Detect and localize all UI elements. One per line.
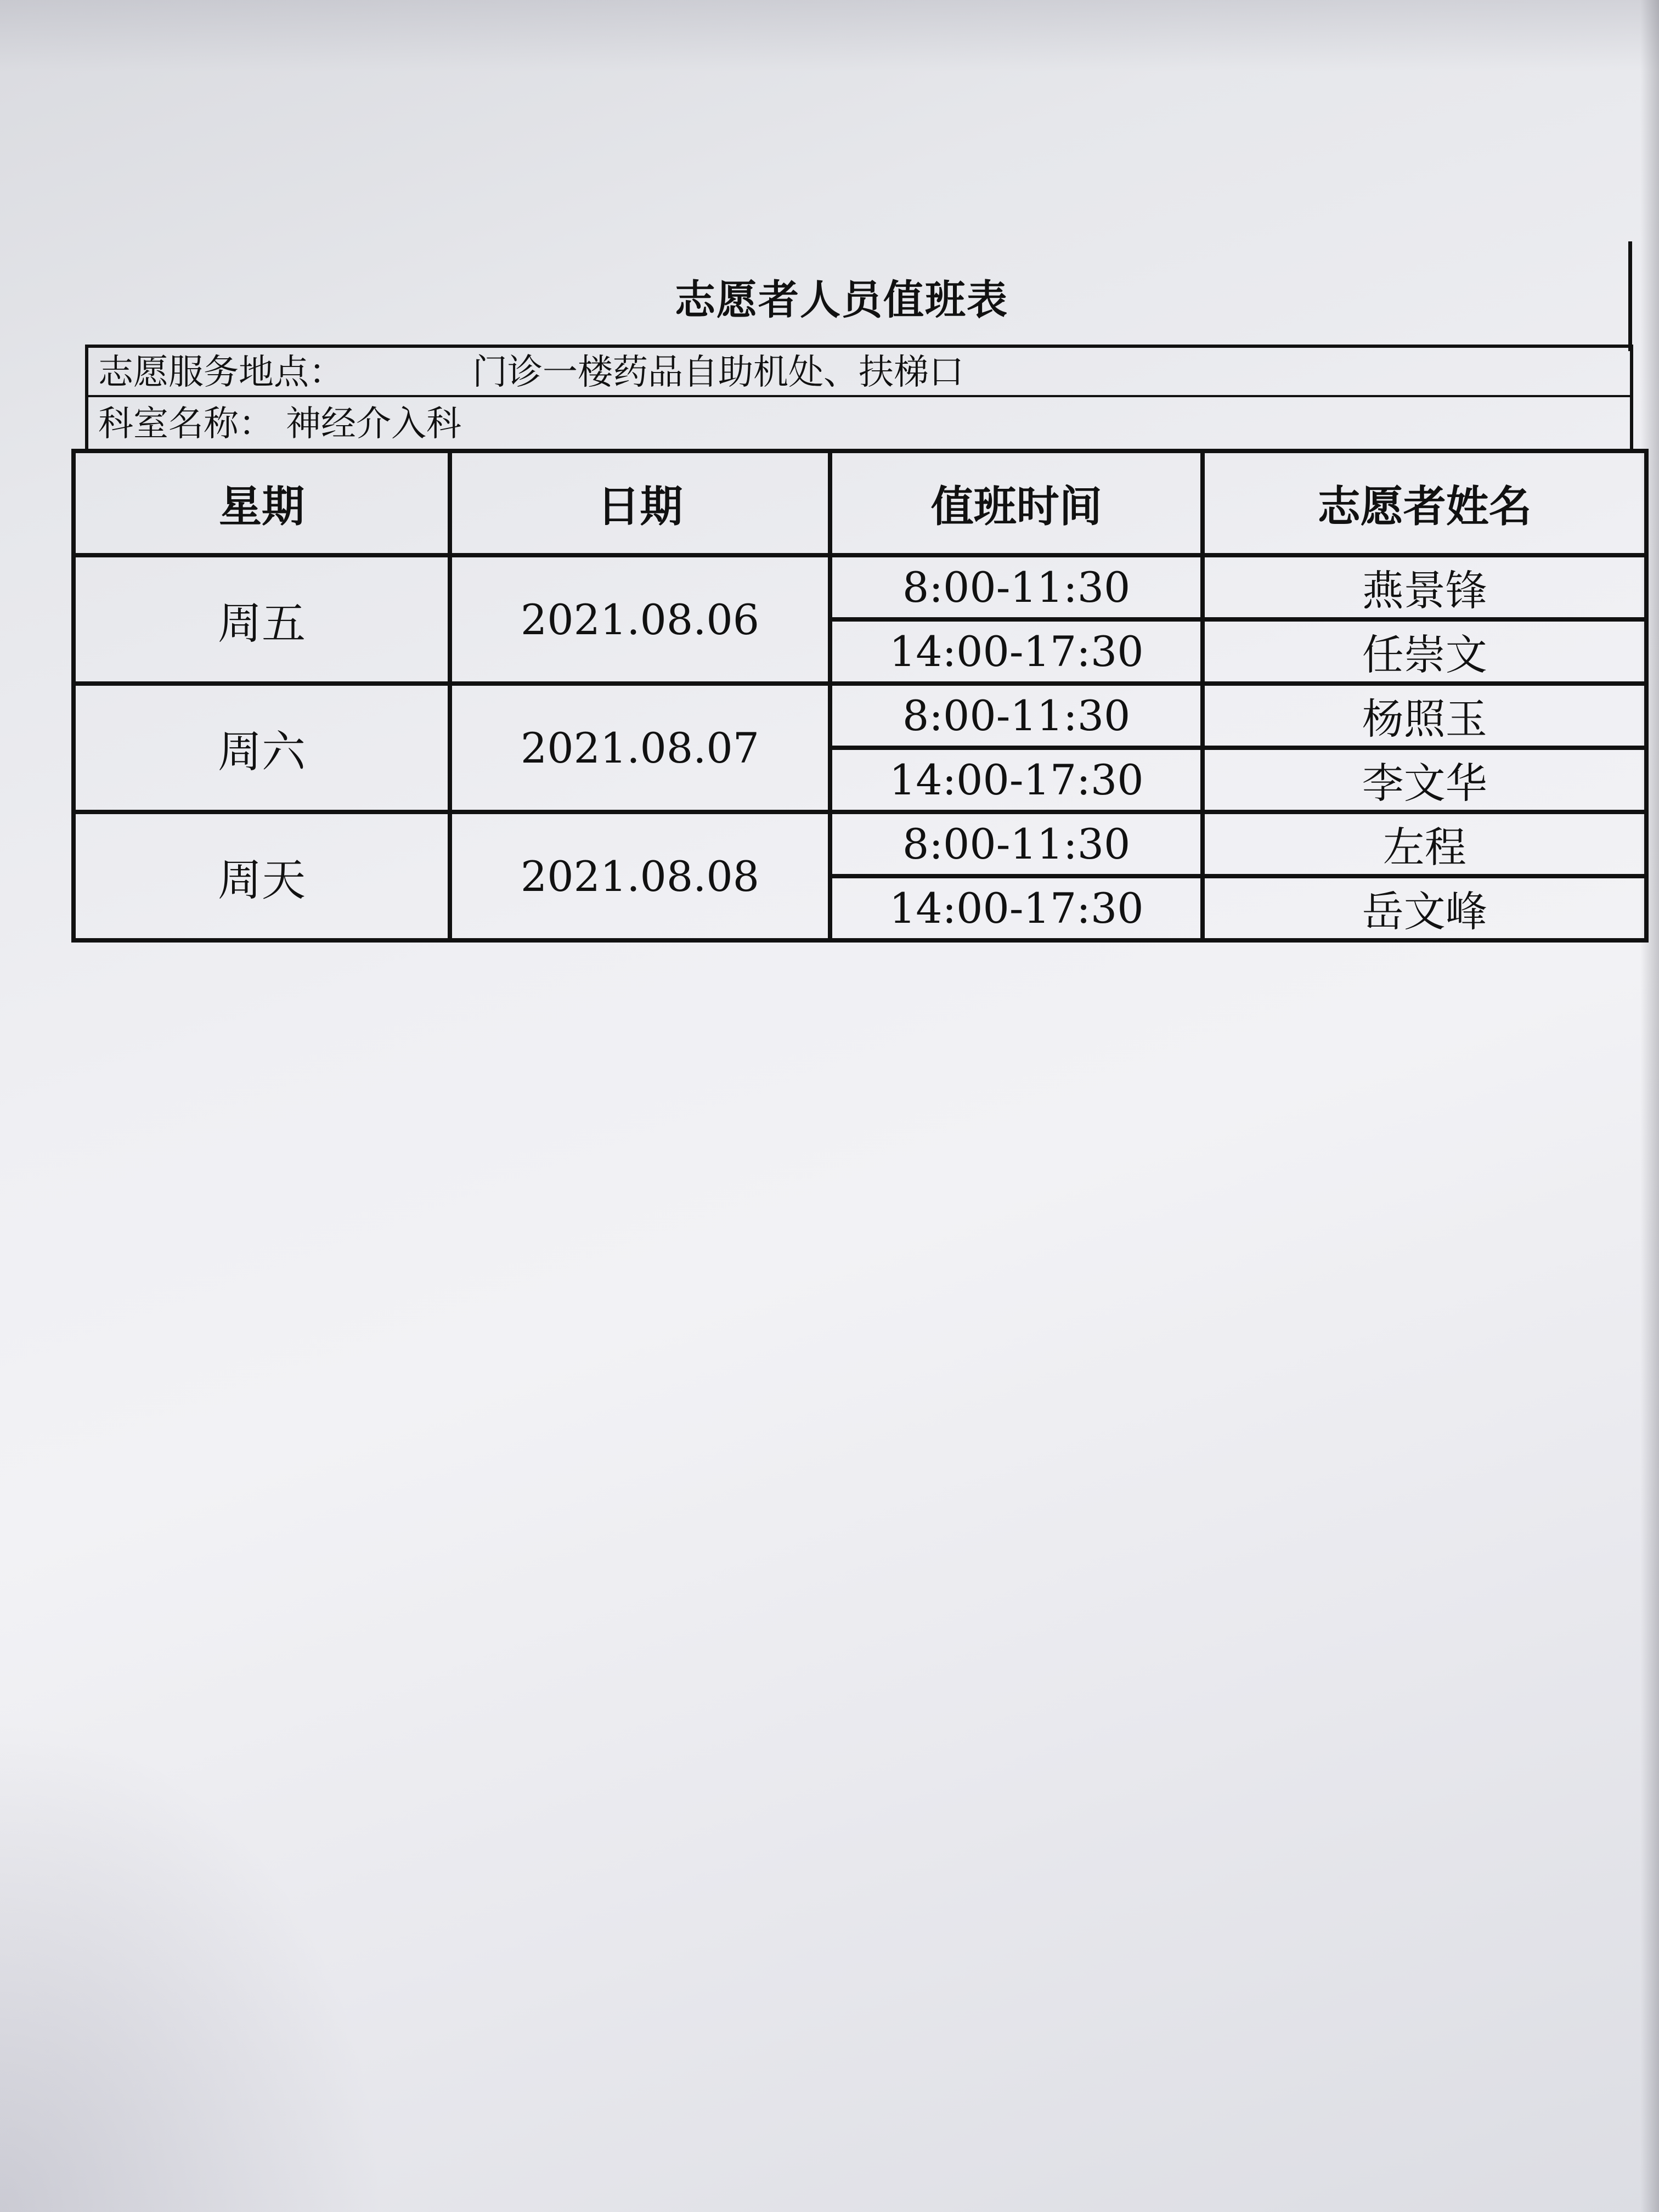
shift-time-cell: 14:00-17:30 — [830, 748, 1203, 812]
table-header-row — [74, 451, 1646, 555]
department-value: 神经介入科 — [286, 404, 461, 444]
table-row — [74, 684, 1646, 748]
date-cell: 2021.08.08 — [450, 812, 830, 940]
paper-edge — [1640, 0, 1659, 2212]
date-cell: 2021.08.07 — [450, 684, 830, 812]
weekday-cell: 周六 — [74, 684, 450, 812]
shift-time-cell: 8:00-11:30 — [830, 812, 1203, 876]
volunteer-name-cell: 燕景锋 — [1203, 555, 1646, 619]
header-volunteer-name: 志愿者姓名 — [1203, 451, 1646, 555]
volunteer-name-cell: 任崇文 — [1203, 619, 1646, 684]
department-row — [88, 399, 1630, 449]
volunteer-name-cell: 岳文峰 — [1203, 876, 1646, 940]
page-shading-top — [0, 0, 1659, 71]
volunteer-name-cell: 李文华 — [1203, 748, 1646, 812]
location-label: 志愿服务地点： — [98, 352, 344, 393]
shift-time-cell: 8:00-11:30 — [830, 684, 1203, 748]
margin-rule — [1628, 241, 1632, 351]
table-row — [74, 555, 1646, 619]
header-shift-time: 值班时间 — [830, 451, 1203, 555]
location-value: 门诊一楼药品自助机处、扶梯口 — [472, 352, 964, 393]
shift-time-cell: 14:00-17:30 — [830, 876, 1203, 940]
header-date: 日期 — [450, 451, 830, 555]
schedule-table — [71, 449, 1649, 943]
page-shading-corner — [0, 1718, 384, 2212]
shift-time-cell: 8:00-11:30 — [830, 555, 1203, 619]
volunteer-name-cell: 左程 — [1203, 812, 1646, 876]
table-row — [74, 812, 1646, 876]
date-cell: 2021.08.06 — [450, 555, 830, 684]
shift-time-cell: 14:00-17:30 — [830, 619, 1203, 684]
location-row — [88, 348, 1630, 397]
header-weekday: 星期 — [74, 451, 450, 555]
weekday-cell: 周天 — [74, 812, 450, 940]
department-label: 科室名称： — [98, 404, 274, 444]
volunteer-name-cell: 杨照玉 — [1203, 684, 1646, 748]
info-box — [85, 345, 1633, 452]
weekday-cell: 周五 — [74, 555, 450, 684]
document-title: 志愿者人员值班表 — [675, 276, 1008, 324]
